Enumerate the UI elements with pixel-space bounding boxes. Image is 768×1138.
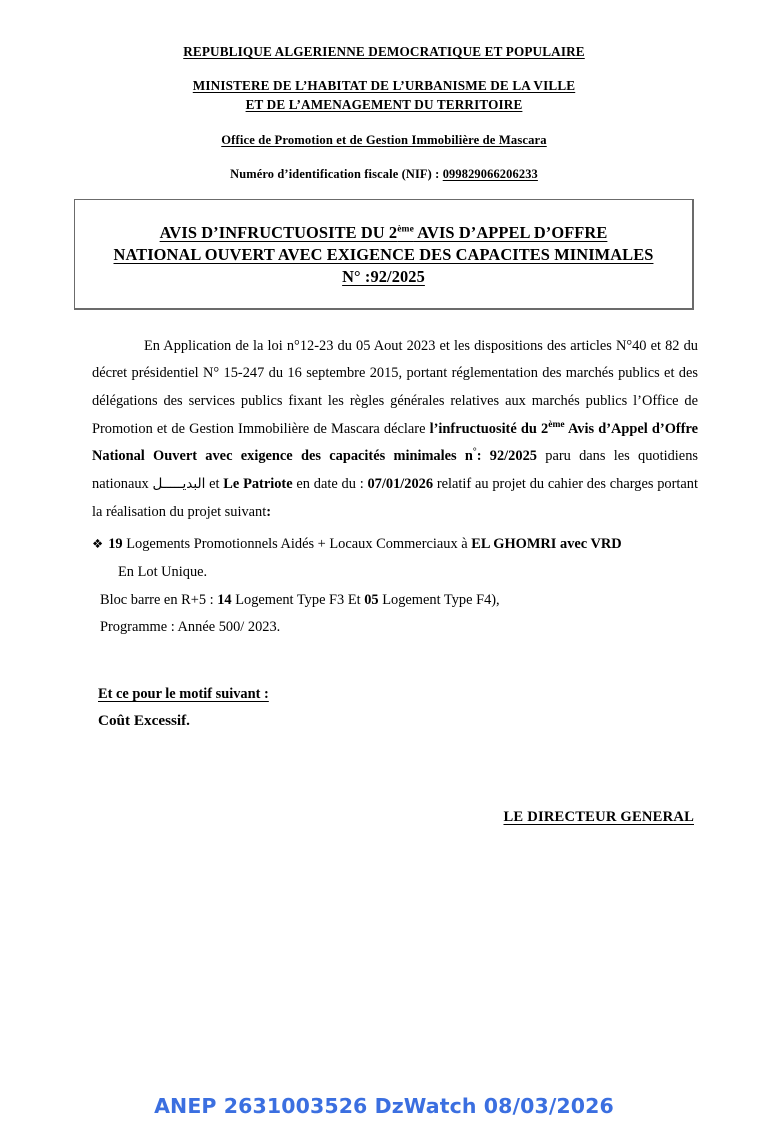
declaration-ordinal-suffix: ème: [548, 419, 565, 430]
director-general-title: LE DIRECTEUR GENERAL: [503, 809, 694, 825]
project-location: EL GHOMRI avec VRD: [471, 536, 622, 553]
housing-unit-count: 19: [108, 536, 123, 553]
notice-title-box: [74, 199, 694, 310]
notice-title-line-2: NATIONAL OUVERT AVEC EXIGENCE DES CAPACITES MINIMALES: [113, 244, 654, 264]
notice-title-line-1-part-1: AVIS D’INFRUCTUOSITE DU 2: [159, 222, 398, 242]
paragraph-closing-text: relatif au projet du cahier des charges portant la réalisation du projet suivant: [92, 475, 698, 520]
anep-footer: [0, 1094, 768, 1118]
publication-date: 07/01/2026: [367, 475, 434, 492]
declaration-bold-1: l’infructuosité du 2: [429, 420, 549, 437]
motif-label: Et ce pour le motif suivant :: [98, 685, 269, 702]
notice-title-ordinal-suffix: ème: [397, 224, 414, 235]
housing-description: Logements Promotionnels Aidés + Locaux Commerciaux à: [122, 536, 472, 553]
nif-value: 099829066206233: [442, 166, 538, 181]
notice-title-line-1-part-2: AVIS D’APPEL D’OFFRE: [413, 222, 608, 242]
project-block-line: [92, 587, 698, 615]
notice-title-line-1: [87, 222, 680, 244]
document-body: [0, 333, 768, 730]
newspaper-name-french: Le Patriote: [223, 475, 293, 492]
project-bullet-line: [92, 531, 698, 559]
paragraph-colon: :: [266, 503, 272, 520]
numero-degree-sign: °: [472, 447, 477, 458]
signature-block: [0, 808, 768, 826]
newspaper-name-arabic: البديـــــل: [152, 475, 206, 492]
header-ministry-line-2: ET DE L’AMENAGEMENT DU TERRITOIRE: [245, 96, 523, 112]
main-paragraph: [92, 333, 698, 527]
block-type-label: Bloc barre en R+5 :: [100, 591, 218, 608]
date-label: en date du :: [292, 475, 368, 492]
tender-number: : 92/2025: [476, 448, 537, 465]
motif-value: Coût Excessif.: [98, 711, 190, 729]
f3-count: 14: [217, 591, 232, 608]
anep-reference-text: ANEP 2631003526 DzWatch 08/03/2026: [154, 1094, 614, 1118]
diamond-bullet-icon: ❖: [92, 536, 104, 552]
project-description: [92, 531, 698, 642]
motif-section: [92, 686, 698, 730]
f4-count: 05: [364, 591, 379, 608]
nif-label: Numéro d’identification fiscale (NIF) :: [230, 166, 443, 181]
conjunction-et: et: [205, 475, 224, 492]
published-in-text: paru dans les quotidiens nationaux: [92, 448, 698, 492]
declaration-bold-2: Avis d’Appel d’Offre National Ouvert avec exigence des capacités minimales n: [92, 420, 699, 465]
paragraph-intro-text: En Application de la loi n°12-23 du 05 Aout 2023 et les dispositions des articles N°40 et 82 du décret présidentiel N° 15-247 du 16 septembre 2015, portant réglementation des marchés publics et des délégations des services publics fixant les règles générales relatives aux marchés publics l’Office de Promotion et de Gestion Immobilière de Mascara déclare: [92, 337, 698, 437]
header-ministry-line-1: MINISTERE DE L’HABITAT DE L’URBANISME DE LA VILLE: [192, 77, 576, 93]
project-programme-line: Programme : Année 500/ 2023.: [100, 619, 281, 636]
header-republic-line: REPUBLIQUE ALGERIENNE DEMOCRATIQUE ET POPULAIRE: [183, 44, 585, 59]
f4-label: Logement Type F4),: [378, 591, 500, 608]
notice-title-number: N° :92/2025: [342, 266, 425, 286]
f3-label: Logement Type F3 Et: [231, 591, 365, 608]
document-header: [0, 0, 768, 183]
project-lot-line: En Lot Unique.: [118, 563, 208, 580]
header-office-line: Office de Promotion et de Gestion Immobilière de Mascara: [221, 132, 547, 147]
header-nif-line: [0, 167, 768, 183]
